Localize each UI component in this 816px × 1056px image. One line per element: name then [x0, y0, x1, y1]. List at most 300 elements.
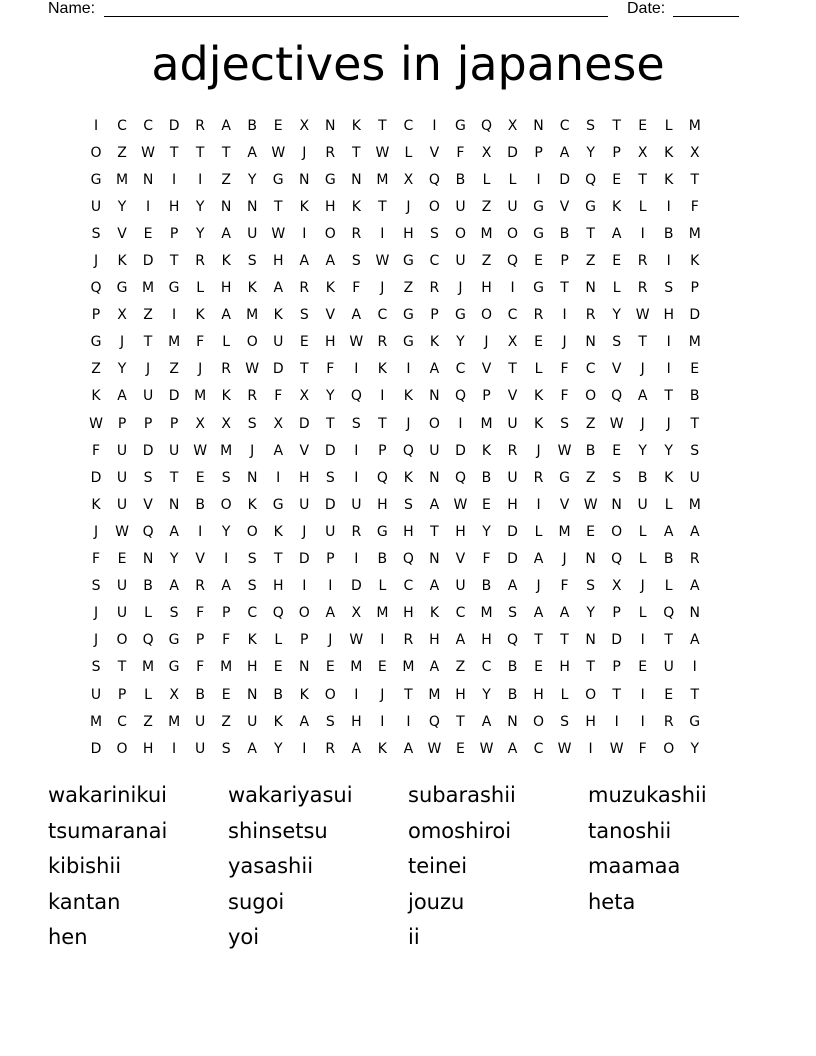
- grid-letter[interactable]: E: [638, 659, 648, 676]
- grid-letter[interactable]: H: [455, 523, 466, 540]
- grid-letter[interactable]: A: [559, 605, 570, 622]
- grid-letter[interactable]: G: [402, 253, 414, 270]
- grid-letter[interactable]: W: [115, 523, 129, 540]
- grid-letter[interactable]: T: [690, 686, 700, 703]
- grid-letter[interactable]: P: [143, 415, 153, 432]
- grid-letter[interactable]: Y: [586, 144, 595, 161]
- grid-letter[interactable]: P: [482, 388, 491, 405]
- grid-letter[interactable]: E: [195, 469, 205, 486]
- grid-letter[interactable]: Y: [482, 686, 491, 703]
- grid-letter[interactable]: Q: [350, 388, 362, 405]
- grid-letter[interactable]: Z: [143, 307, 153, 324]
- grid-letter[interactable]: T: [273, 551, 283, 568]
- grid-letter[interactable]: E: [612, 442, 622, 459]
- grid-letter[interactable]: L: [378, 578, 387, 595]
- grid-letter[interactable]: E: [377, 659, 387, 676]
- grid-letter[interactable]: W: [609, 415, 624, 432]
- grid-letter[interactable]: O: [585, 686, 597, 703]
- grid-letter[interactable]: G: [168, 659, 180, 676]
- grid-letter[interactable]: B: [507, 659, 518, 676]
- grid-letter[interactable]: A: [507, 578, 518, 595]
- grid-letter[interactable]: Y: [638, 442, 647, 459]
- grid-letter[interactable]: U: [142, 388, 154, 405]
- grid-letter[interactable]: E: [325, 659, 335, 676]
- grid-letter[interactable]: V: [559, 496, 570, 513]
- grid-letter[interactable]: F: [196, 334, 205, 351]
- grid-letter[interactable]: A: [299, 713, 310, 730]
- grid-letter[interactable]: I: [172, 740, 177, 757]
- grid-letter[interactable]: T: [534, 632, 543, 649]
- grid-letter[interactable]: C: [481, 659, 492, 676]
- grid-letter[interactable]: Y: [117, 198, 127, 215]
- grid-letter[interactable]: K: [247, 496, 257, 513]
- grid-letter[interactable]: M: [480, 225, 493, 242]
- grid-letter[interactable]: C: [377, 307, 388, 324]
- grid-letter[interactable]: H: [220, 280, 232, 297]
- grid-letter[interactable]: S: [91, 225, 101, 242]
- grid-letter[interactable]: M: [376, 171, 389, 188]
- grid-letter[interactable]: Q: [663, 605, 675, 622]
- grid-letter[interactable]: U: [247, 225, 258, 242]
- grid-letter[interactable]: J: [536, 442, 541, 459]
- grid-letter[interactable]: S: [612, 334, 622, 351]
- grid-letter[interactable]: G: [402, 334, 414, 351]
- grid-letter[interactable]: A: [637, 388, 648, 405]
- grid-letter[interactable]: S: [221, 469, 231, 486]
- grid-letter[interactable]: X: [637, 144, 648, 161]
- grid-letter[interactable]: G: [168, 280, 180, 297]
- grid-letter[interactable]: N: [325, 117, 336, 134]
- grid-letter[interactable]: M: [246, 307, 259, 324]
- grid-letter[interactable]: J: [250, 442, 255, 459]
- grid-letter[interactable]: R: [377, 334, 388, 351]
- grid-letter[interactable]: R: [637, 280, 648, 297]
- grid-letter[interactable]: O: [585, 388, 597, 405]
- grid-letter[interactable]: J: [640, 361, 645, 378]
- grid-letter[interactable]: I: [354, 361, 359, 378]
- grid-letter[interactable]: F: [560, 361, 569, 378]
- grid-letter[interactable]: M: [142, 659, 155, 676]
- grid-letter[interactable]: U: [325, 523, 336, 540]
- grid-letter[interactable]: B: [663, 225, 674, 242]
- grid-letter[interactable]: T: [508, 361, 517, 378]
- grid-letter[interactable]: D: [324, 442, 336, 459]
- grid-letter[interactable]: U: [455, 198, 466, 215]
- grid-letter[interactable]: I: [354, 686, 359, 703]
- grid-letter[interactable]: J: [640, 415, 645, 432]
- grid-letter[interactable]: Q: [611, 551, 623, 568]
- grid-letter[interactable]: Y: [690, 740, 700, 757]
- grid-letter[interactable]: I: [354, 442, 359, 459]
- grid-letter[interactable]: T: [586, 225, 595, 242]
- grid-letter[interactable]: C: [403, 117, 414, 134]
- grid-letter[interactable]: X: [351, 605, 362, 622]
- grid-letter[interactable]: I: [666, 361, 671, 378]
- grid-letter[interactable]: R: [663, 713, 674, 730]
- grid-letter[interactable]: B: [481, 578, 492, 595]
- grid-letter[interactable]: V: [455, 551, 466, 568]
- grid-letter[interactable]: S: [508, 605, 517, 622]
- grid-letter[interactable]: Z: [403, 280, 414, 297]
- grid-letter[interactable]: K: [91, 388, 101, 405]
- grid-letter[interactable]: R: [195, 117, 205, 134]
- grid-letter[interactable]: S: [429, 225, 439, 242]
- grid-letter[interactable]: C: [117, 713, 127, 730]
- grid-letter[interactable]: C: [533, 740, 544, 757]
- grid-letter[interactable]: U: [637, 496, 648, 513]
- grid-letter[interactable]: I: [380, 225, 385, 242]
- grid-letter[interactable]: A: [611, 225, 622, 242]
- grid-letter[interactable]: S: [91, 578, 101, 595]
- grid-letter[interactable]: K: [247, 632, 257, 649]
- grid-letter[interactable]: W: [349, 334, 364, 351]
- grid-letter[interactable]: D: [350, 578, 362, 595]
- grid-letter[interactable]: X: [481, 144, 492, 161]
- grid-letter[interactable]: M: [402, 659, 415, 676]
- grid-letter[interactable]: E: [690, 361, 700, 378]
- grid-letter[interactable]: T: [664, 632, 673, 649]
- grid-letter[interactable]: H: [403, 605, 414, 622]
- grid-letter[interactable]: O: [663, 740, 675, 757]
- grid-letter[interactable]: K: [664, 469, 674, 486]
- grid-letter[interactable]: B: [273, 686, 284, 703]
- grid-letter[interactable]: A: [663, 523, 674, 540]
- grid-letter[interactable]: U: [116, 605, 128, 622]
- grid-letter[interactable]: W: [427, 740, 442, 757]
- grid-letter[interactable]: E: [612, 253, 622, 270]
- grid-letter[interactable]: T: [560, 632, 569, 649]
- grid-letter[interactable]: G: [559, 469, 570, 486]
- grid-letter[interactable]: C: [403, 578, 414, 595]
- grid-letter[interactable]: I: [588, 740, 593, 757]
- grid-letter[interactable]: B: [377, 551, 388, 568]
- grid-letter[interactable]: A: [689, 632, 700, 649]
- grid-letter[interactable]: L: [638, 523, 647, 540]
- grid-letter[interactable]: T: [690, 171, 700, 188]
- grid-letter[interactable]: D: [142, 442, 154, 459]
- grid-letter[interactable]: M: [688, 117, 701, 134]
- grid-letter[interactable]: E: [456, 740, 465, 757]
- grid-letter[interactable]: A: [351, 307, 362, 324]
- grid-letter[interactable]: L: [612, 280, 621, 297]
- grid-letter[interactable]: O: [611, 523, 623, 540]
- grid-letter[interactable]: Q: [376, 469, 388, 486]
- grid-letter[interactable]: W: [609, 740, 624, 757]
- grid-letter[interactable]: T: [612, 686, 621, 703]
- grid-letter[interactable]: Y: [612, 307, 621, 324]
- grid-letter[interactable]: Q: [480, 117, 492, 134]
- grid-letter[interactable]: S: [221, 740, 231, 757]
- grid-letter[interactable]: U: [273, 334, 284, 351]
- grid-letter[interactable]: O: [246, 334, 258, 351]
- grid-letter[interactable]: M: [688, 496, 701, 513]
- grid-letter[interactable]: R: [689, 551, 700, 568]
- grid-letter[interactable]: J: [406, 415, 411, 432]
- grid-letter[interactable]: K: [351, 117, 361, 134]
- grid-letter[interactable]: Q: [428, 171, 440, 188]
- grid-letter[interactable]: H: [481, 280, 492, 297]
- grid-letter[interactable]: J: [93, 253, 99, 270]
- grid-letter[interactable]: K: [273, 307, 283, 324]
- grid-letter[interactable]: K: [429, 605, 440, 622]
- grid-letter[interactable]: A: [429, 578, 440, 595]
- grid-letter[interactable]: A: [429, 361, 440, 378]
- grid-letter[interactable]: U: [195, 713, 206, 730]
- grid-letter[interactable]: O: [533, 713, 545, 730]
- grid-letter[interactable]: R: [299, 280, 310, 297]
- grid-letter[interactable]: J: [119, 334, 125, 351]
- grid-letter[interactable]: W: [141, 144, 155, 161]
- grid-letter[interactable]: U: [455, 253, 466, 270]
- grid-letter[interactable]: T: [195, 144, 205, 161]
- grid-letter[interactable]: O: [220, 496, 232, 513]
- grid-letter[interactable]: D: [90, 740, 102, 757]
- grid-letter[interactable]: X: [507, 334, 518, 351]
- grid-letter[interactable]: P: [91, 307, 101, 324]
- grid-letter[interactable]: V: [117, 225, 127, 242]
- grid-letter[interactable]: W: [557, 442, 572, 459]
- grid-letter[interactable]: W: [453, 496, 468, 513]
- grid-letter[interactable]: P: [378, 442, 387, 459]
- grid-letter[interactable]: J: [302, 144, 307, 161]
- grid-letter[interactable]: U: [507, 469, 518, 486]
- grid-letter[interactable]: T: [456, 713, 465, 730]
- grid-letter[interactable]: A: [325, 253, 336, 270]
- grid-letter[interactable]: E: [221, 686, 231, 703]
- grid-letter[interactable]: T: [143, 334, 153, 351]
- grid-letter[interactable]: P: [117, 415, 127, 432]
- grid-letter[interactable]: I: [666, 334, 671, 351]
- grid-letter[interactable]: N: [299, 659, 310, 676]
- grid-letter[interactable]: H: [455, 686, 466, 703]
- grid-letter[interactable]: G: [272, 171, 284, 188]
- grid-letter[interactable]: M: [688, 225, 701, 242]
- grid-letter[interactable]: T: [169, 253, 179, 270]
- grid-letter[interactable]: A: [169, 523, 179, 540]
- grid-letter[interactable]: R: [221, 361, 232, 378]
- grid-letter[interactable]: H: [142, 740, 154, 757]
- grid-letter[interactable]: A: [689, 578, 700, 595]
- grid-letter[interactable]: Y: [664, 442, 673, 459]
- grid-letter[interactable]: F: [690, 198, 699, 215]
- grid-letter[interactable]: I: [640, 686, 645, 703]
- grid-letter[interactable]: S: [247, 551, 257, 568]
- grid-letter[interactable]: D: [90, 469, 102, 486]
- grid-letter[interactable]: I: [276, 469, 281, 486]
- grid-letter[interactable]: Z: [117, 144, 127, 161]
- grid-letter[interactable]: P: [612, 144, 621, 161]
- grid-letter[interactable]: R: [247, 388, 258, 405]
- grid-letter[interactable]: Y: [195, 225, 205, 242]
- grid-letter[interactable]: C: [507, 307, 518, 324]
- grid-letter[interactable]: A: [299, 253, 310, 270]
- grid-letter[interactable]: I: [432, 117, 437, 134]
- grid-letter[interactable]: N: [429, 388, 440, 405]
- grid-letter[interactable]: N: [585, 632, 596, 649]
- grid-letter[interactable]: X: [611, 578, 622, 595]
- grid-letter[interactable]: I: [666, 253, 671, 270]
- grid-letter[interactable]: R: [429, 280, 440, 297]
- grid-letter[interactable]: F: [222, 632, 231, 649]
- grid-letter[interactable]: I: [302, 740, 307, 757]
- grid-letter[interactable]: N: [585, 280, 596, 297]
- grid-letter[interactable]: R: [325, 144, 336, 161]
- grid-letter[interactable]: D: [324, 496, 336, 513]
- grid-letter[interactable]: I: [406, 713, 411, 730]
- grid-letter[interactable]: G: [533, 225, 544, 242]
- grid-letter[interactable]: Q: [402, 551, 414, 568]
- grid-letter[interactable]: M: [558, 523, 571, 540]
- grid-letter[interactable]: I: [562, 307, 567, 324]
- grid-letter[interactable]: U: [507, 198, 518, 215]
- grid-letter[interactable]: C: [429, 253, 440, 270]
- grid-letter[interactable]: Y: [169, 551, 179, 568]
- grid-letter[interactable]: P: [612, 605, 621, 622]
- grid-letter[interactable]: R: [637, 253, 648, 270]
- grid-letter[interactable]: U: [116, 469, 128, 486]
- grid-letter[interactable]: Q: [272, 605, 284, 622]
- grid-letter[interactable]: A: [533, 551, 544, 568]
- grid-letter[interactable]: E: [117, 551, 127, 568]
- grid-letter[interactable]: T: [169, 469, 179, 486]
- grid-letter[interactable]: M: [480, 605, 493, 622]
- grid-letter[interactable]: O: [116, 740, 128, 757]
- grid-letter[interactable]: A: [481, 713, 492, 730]
- grid-letter[interactable]: G: [585, 198, 597, 215]
- grid-letter[interactable]: M: [376, 605, 389, 622]
- grid-letter[interactable]: S: [403, 496, 413, 513]
- grid-letter[interactable]: D: [611, 632, 623, 649]
- grid-letter[interactable]: J: [536, 578, 541, 595]
- grid-letter[interactable]: J: [380, 280, 385, 297]
- grid-letter[interactable]: V: [325, 307, 336, 324]
- grid-letter[interactable]: A: [455, 632, 466, 649]
- grid-letter[interactable]: W: [635, 307, 650, 324]
- grid-letter[interactable]: G: [533, 280, 544, 297]
- grid-letter[interactable]: S: [612, 469, 622, 486]
- grid-letter[interactable]: N: [689, 605, 700, 622]
- grid-letter[interactable]: F: [326, 361, 335, 378]
- grid-letter[interactable]: K: [325, 280, 335, 297]
- grid-letter[interactable]: Q: [507, 632, 519, 649]
- grid-letter[interactable]: I: [93, 117, 99, 134]
- grid-letter[interactable]: J: [93, 523, 99, 540]
- grid-letter[interactable]: D: [559, 171, 570, 188]
- grid-letter[interactable]: X: [403, 171, 414, 188]
- grid-letter[interactable]: B: [481, 469, 492, 486]
- grid-letter[interactable]: N: [246, 198, 258, 215]
- grid-letter[interactable]: E: [143, 225, 153, 242]
- grid-letter[interactable]: O: [246, 523, 258, 540]
- grid-letter[interactable]: L: [534, 523, 543, 540]
- grid-letter[interactable]: E: [273, 117, 283, 134]
- grid-letter[interactable]: K: [117, 253, 127, 270]
- grid-letter[interactable]: K: [664, 144, 674, 161]
- grid-letter[interactable]: N: [246, 686, 258, 703]
- grid-letter[interactable]: K: [91, 496, 101, 513]
- grid-letter[interactable]: K: [299, 198, 309, 215]
- grid-letter[interactable]: N: [246, 469, 258, 486]
- grid-letter[interactable]: Y: [195, 198, 205, 215]
- grid-letter[interactable]: K: [273, 523, 283, 540]
- grid-letter[interactable]: I: [172, 171, 177, 188]
- grid-letter[interactable]: A: [403, 740, 414, 757]
- grid-letter[interactable]: D: [689, 307, 701, 324]
- grid-letter[interactable]: T: [169, 144, 179, 161]
- grid-letter[interactable]: U: [116, 496, 128, 513]
- grid-letter[interactable]: K: [403, 469, 413, 486]
- grid-letter[interactable]: T: [299, 361, 309, 378]
- grid-letter[interactable]: A: [221, 578, 231, 595]
- grid-letter[interactable]: C: [455, 605, 466, 622]
- grid-letter[interactable]: T: [612, 117, 621, 134]
- grid-letter[interactable]: U: [90, 198, 102, 215]
- grid-letter[interactable]: A: [429, 496, 440, 513]
- grid-letter[interactable]: A: [429, 659, 440, 676]
- grid-letter[interactable]: Q: [402, 442, 414, 459]
- grid-letter[interactable]: A: [169, 578, 179, 595]
- grid-letter[interactable]: D: [298, 551, 310, 568]
- grid-letter[interactable]: J: [640, 578, 645, 595]
- grid-letter[interactable]: U: [663, 659, 674, 676]
- grid-letter[interactable]: O: [428, 415, 440, 432]
- grid-letter[interactable]: T: [273, 198, 283, 215]
- grid-letter[interactable]: F: [456, 144, 465, 161]
- grid-letter[interactable]: K: [221, 388, 231, 405]
- grid-letter[interactable]: K: [351, 198, 361, 215]
- grid-letter[interactable]: H: [272, 578, 284, 595]
- grid-letter[interactable]: A: [559, 144, 570, 161]
- grid-letter[interactable]: L: [274, 632, 283, 649]
- grid-letter[interactable]: G: [324, 171, 336, 188]
- grid-letter[interactable]: S: [351, 253, 361, 270]
- grid-letter[interactable]: H: [585, 713, 596, 730]
- grid-letter[interactable]: K: [690, 253, 700, 270]
- grid-letter[interactable]: P: [195, 632, 205, 649]
- grid-letter[interactable]: H: [325, 334, 336, 351]
- grid-letter[interactable]: M: [168, 334, 181, 351]
- grid-letter[interactable]: T: [117, 659, 127, 676]
- grid-letter[interactable]: I: [354, 469, 359, 486]
- grid-letter[interactable]: I: [640, 632, 645, 649]
- grid-letter[interactable]: I: [406, 361, 411, 378]
- grid-letter[interactable]: I: [380, 632, 385, 649]
- grid-letter[interactable]: C: [117, 117, 127, 134]
- grid-letter[interactable]: T: [404, 686, 413, 703]
- grid-letter[interactable]: Q: [142, 632, 154, 649]
- grid-letter[interactable]: H: [377, 496, 388, 513]
- grid-letter[interactable]: B: [663, 551, 674, 568]
- grid-letter[interactable]: I: [328, 578, 333, 595]
- grid-letter[interactable]: M: [89, 713, 103, 730]
- grid-letter[interactable]: A: [221, 225, 231, 242]
- grid-letter[interactable]: I: [302, 578, 307, 595]
- grid-letter[interactable]: T: [586, 659, 595, 676]
- grid-letter[interactable]: U: [90, 686, 102, 703]
- grid-letter[interactable]: D: [272, 361, 284, 378]
- grid-letter[interactable]: W: [193, 442, 208, 459]
- grid-letter[interactable]: F: [560, 388, 569, 405]
- grid-letter[interactable]: I: [380, 713, 385, 730]
- grid-letter[interactable]: L: [560, 686, 569, 703]
- grid-letter[interactable]: R: [507, 442, 518, 459]
- grid-letter[interactable]: M: [428, 686, 441, 703]
- grid-letter[interactable]: I: [172, 307, 177, 324]
- grid-letter[interactable]: B: [143, 578, 153, 595]
- grid-letter[interactable]: X: [221, 415, 231, 432]
- grid-letter[interactable]: J: [93, 632, 99, 649]
- grid-letter[interactable]: E: [586, 523, 596, 540]
